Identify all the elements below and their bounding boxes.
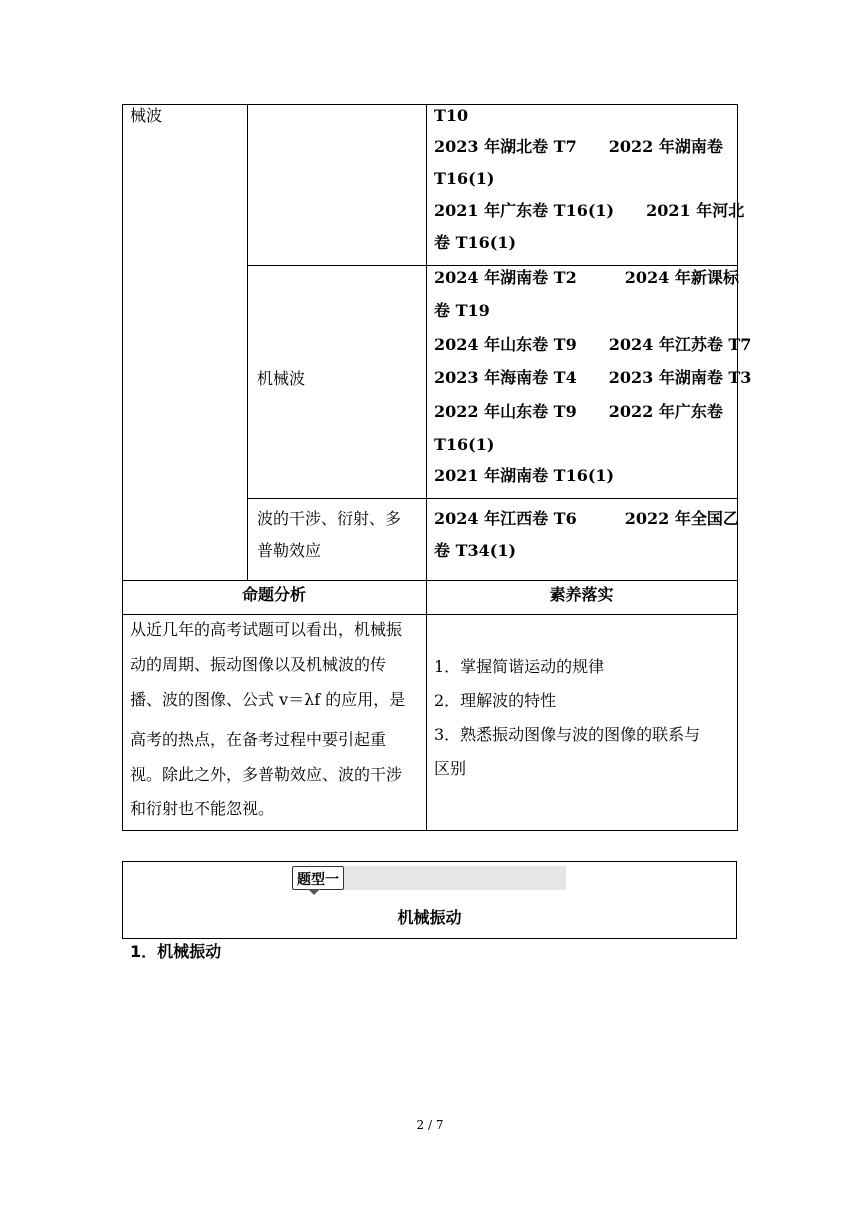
analysis-line: 和衍射也不能忽视。 [130,799,275,818]
section-title: 机械振动 [397,908,462,927]
exam-reference: 卷 T16(1) [434,233,517,252]
exam-reference: 卷 T19 [434,301,490,320]
table-border [247,265,738,266]
exam-reference: 卷 T34(1) [434,541,517,560]
analysis-line: 播、波的图像、公式 v＝λf 的应用，是 [130,690,406,709]
section-badge [292,866,344,890]
header-literacy: 素养落实 [549,585,614,604]
exam-reference: T16(1) [434,435,495,454]
badge-pointer-icon [308,889,320,895]
exam-reference: 2024 年江西卷 T6 2022 年全国乙 [434,509,739,528]
subheading: 1．机械振动 [130,942,222,961]
exam-reference: 2023 年海南卷 T4 2023 年湖南卷 T3 [434,368,752,387]
exam-reference: 2024 年湖南卷 T2 2024 年新课标 [434,268,739,287]
literacy-item: 1．掌握简谐运动的规律 [434,657,605,676]
page-number: 2 / 7 [416,1118,444,1132]
analysis-line: 高考的热点，在备考过程中要引起重 [130,730,387,749]
topic-label: 波的干涉、衍射、多 [257,509,402,528]
table-border [122,580,738,581]
topic-label: 普勒效应 [257,541,322,560]
exam-reference: 2022 年山东卷 T9 2022 年广东卷 [434,402,723,421]
analysis-line: 动的周期、振动图像以及机械波的传 [130,655,387,674]
section-title-bar [344,866,566,890]
table-border [122,614,738,615]
table-border [426,104,427,831]
analysis-line: 视。除此之外，多普勒效应、波的干涉 [130,765,403,784]
exam-reference: 2021 年广东卷 T16(1) 2021 年河北 [434,201,745,220]
exam-reference: 2023 年湖北卷 T7 2022 年湖南卷 [434,137,723,156]
literacy-item: 3．熟悉振动图像与波的图像的联系与 [434,725,701,744]
literacy-item: 2．理解波的特性 [434,691,557,710]
table-border [122,104,738,105]
topic-label: 机械波 [257,369,306,388]
table-border [122,830,738,831]
analysis-line: 从近几年的高考试题可以看出，机械振 [130,620,403,639]
table-border [122,104,123,831]
exam-reference: T16(1) [434,169,495,188]
literacy-item: 区别 [434,759,467,778]
exam-reference: T10 [434,106,469,125]
header-analysis: 命题分析 [241,585,306,604]
exam-reference: 2024 年山东卷 T9 2024 年江苏卷 T7 [434,335,752,354]
table-border [247,104,248,580]
section-badge-label: 题型一 [297,872,339,888]
exam-reference: 2021 年湖南卷 T16(1) [434,466,615,485]
table-border [247,498,738,499]
category-label: 械波 [130,106,163,125]
